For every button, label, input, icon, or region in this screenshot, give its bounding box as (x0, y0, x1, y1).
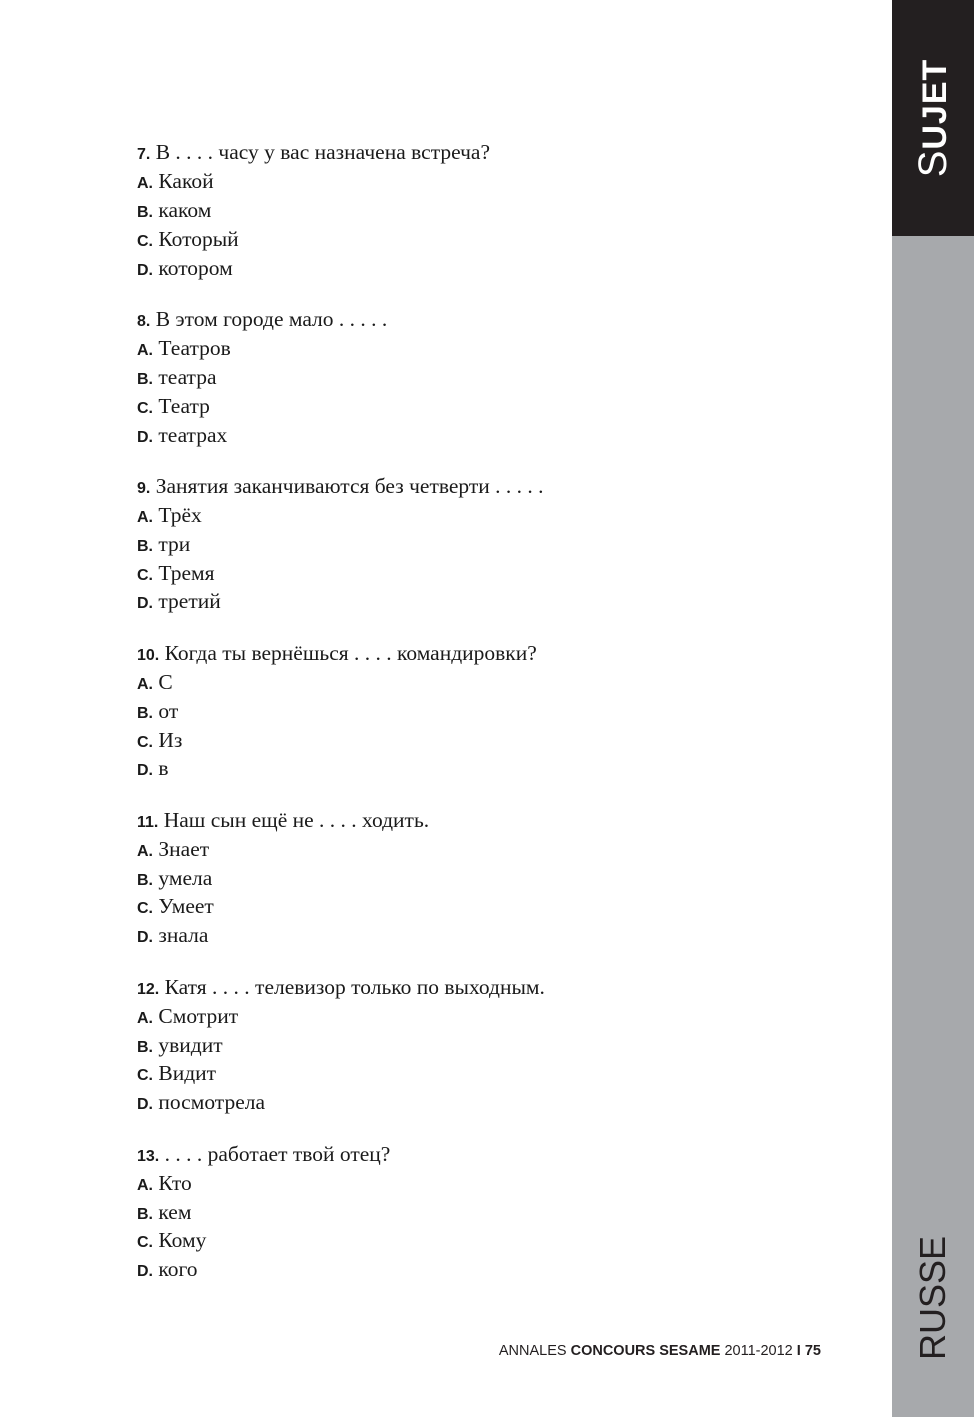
page-number: 75 (804, 1343, 821, 1359)
question-8 (137, 305, 857, 449)
option-text: театра (158, 364, 217, 389)
option-letter: A. (137, 842, 153, 860)
option-text: Из (158, 727, 183, 752)
footer-years: 2011-2012 (724, 1343, 793, 1359)
option-letter: B. (137, 1038, 153, 1056)
option-text: Трёх (158, 502, 202, 527)
question-number: 7. (137, 146, 151, 163)
answer-option (137, 167, 857, 196)
answer-option (137, 392, 857, 421)
answer-option (137, 421, 857, 450)
answer-option (137, 1198, 857, 1227)
answer-option (137, 363, 857, 392)
question-stem (137, 639, 857, 668)
option-text: от (158, 698, 179, 723)
option-text: Театров (158, 335, 231, 360)
option-text: увидит (158, 1032, 223, 1057)
option-letter: C. (137, 232, 153, 250)
answer-option (137, 668, 857, 697)
option-letter: C. (137, 399, 153, 417)
option-text: кого (158, 1257, 198, 1282)
sidebar-subject-label: RUSSE (912, 1235, 953, 1361)
answer-option (137, 754, 857, 783)
question-number: 13. (137, 1147, 160, 1165)
option-text: Какой (158, 168, 214, 193)
answer-option (137, 892, 857, 921)
answer-option (137, 587, 857, 616)
footer-separator: I (796, 1343, 801, 1359)
option-letter: D. (137, 762, 153, 780)
question-text: Когда ты вернёшься . . . . командировки? (164, 640, 537, 665)
question-stem (137, 138, 857, 167)
answer-option (137, 1059, 857, 1088)
option-letter: D. (137, 261, 153, 279)
option-text: Тремя (158, 560, 215, 585)
question-12 (137, 973, 857, 1117)
option-text: Смотрит (158, 1003, 239, 1028)
answer-option (137, 1255, 857, 1284)
question-9 (137, 472, 857, 616)
option-letter: C. (137, 900, 153, 918)
option-text: три (158, 531, 191, 556)
page-footer (499, 1343, 821, 1359)
option-text: Кто (158, 1170, 192, 1195)
question-7 (137, 138, 857, 282)
option-text: С (158, 669, 173, 694)
option-text: каком (158, 197, 212, 222)
option-letter: B. (137, 1205, 153, 1223)
question-text: В . . . . часу у вас назначена встреча? (155, 140, 491, 164)
question-13 (137, 1140, 857, 1284)
answer-option (137, 1226, 857, 1255)
option-text: Который (158, 226, 239, 251)
answer-option (137, 1169, 857, 1198)
answer-option (137, 835, 857, 864)
answer-option (137, 334, 857, 363)
option-letter: A. (137, 508, 153, 526)
option-letter: D. (137, 1096, 153, 1114)
question-stem (137, 472, 857, 501)
question-10 (137, 639, 857, 783)
option-letter: D. (137, 428, 153, 446)
option-text: посмотрела (158, 1090, 266, 1115)
answer-option (137, 196, 857, 225)
footer-prefix: ANNALES (498, 1343, 567, 1359)
option-letter: D. (137, 929, 153, 947)
answer-option (137, 530, 857, 559)
question-stem (137, 1140, 857, 1169)
option-text: знала (158, 923, 209, 948)
question-stem (137, 305, 857, 334)
option-text: котором (158, 255, 233, 280)
question-text: Наш сын ещё не . . . . ходить. (163, 807, 430, 832)
question-text: . . . . работает твой отец? (164, 1141, 391, 1166)
option-letter: B. (137, 370, 153, 388)
answer-option (137, 1088, 857, 1117)
question-text: Занятия заканчиваются без четверти . . . . . (155, 473, 544, 498)
option-letter: C. (137, 733, 153, 751)
answer-option (137, 501, 857, 530)
option-text: кем (158, 1199, 192, 1224)
question-11 (137, 806, 857, 950)
footer-title: CONCOURS SESAME (570, 1343, 721, 1359)
answer-option (137, 726, 857, 755)
option-letter: A. (137, 174, 153, 192)
answer-option (137, 1002, 857, 1031)
option-letter: A. (137, 1009, 153, 1027)
option-text: в (158, 756, 169, 781)
question-number: 8. (137, 312, 151, 330)
answer-option (137, 559, 857, 588)
option-text: умела (158, 865, 213, 890)
question-text: Катя . . . . телевизор только по выходным. (164, 974, 545, 999)
option-text: театрах (158, 422, 228, 447)
option-letter: C. (137, 1067, 153, 1085)
option-letter: A. (137, 1176, 153, 1194)
answer-option (137, 864, 857, 893)
option-letter: A. (137, 341, 153, 359)
option-text: Видит (158, 1061, 217, 1086)
answer-option (137, 225, 857, 254)
option-letter: B. (137, 203, 153, 221)
question-list (137, 138, 857, 1307)
sidebar-section-label: SUJET (911, 58, 955, 178)
question-text: В этом городе мало . . . . . (155, 306, 388, 331)
option-text: третий (158, 589, 221, 614)
option-letter: C. (137, 566, 153, 584)
option-letter: C. (137, 1234, 153, 1252)
question-number: 11. (137, 813, 159, 831)
question-number: 10. (137, 646, 160, 664)
question-number: 12. (137, 980, 160, 998)
option-letter: D. (137, 595, 153, 613)
question-stem (137, 806, 857, 835)
question-stem (137, 973, 857, 1002)
option-text: Знает (158, 836, 210, 861)
option-text: Театр (158, 393, 210, 418)
answer-option (137, 697, 857, 726)
option-letter: B. (137, 871, 153, 889)
option-letter: B. (137, 704, 153, 722)
option-letter: B. (137, 537, 153, 555)
option-text: Умеет (158, 894, 214, 919)
answer-option (137, 254, 857, 283)
question-number: 9. (137, 479, 151, 497)
option-text: Кому (158, 1228, 207, 1253)
answer-option (137, 1031, 857, 1060)
option-letter: D. (137, 1263, 153, 1281)
answer-option (137, 921, 857, 950)
option-letter: A. (137, 675, 153, 693)
